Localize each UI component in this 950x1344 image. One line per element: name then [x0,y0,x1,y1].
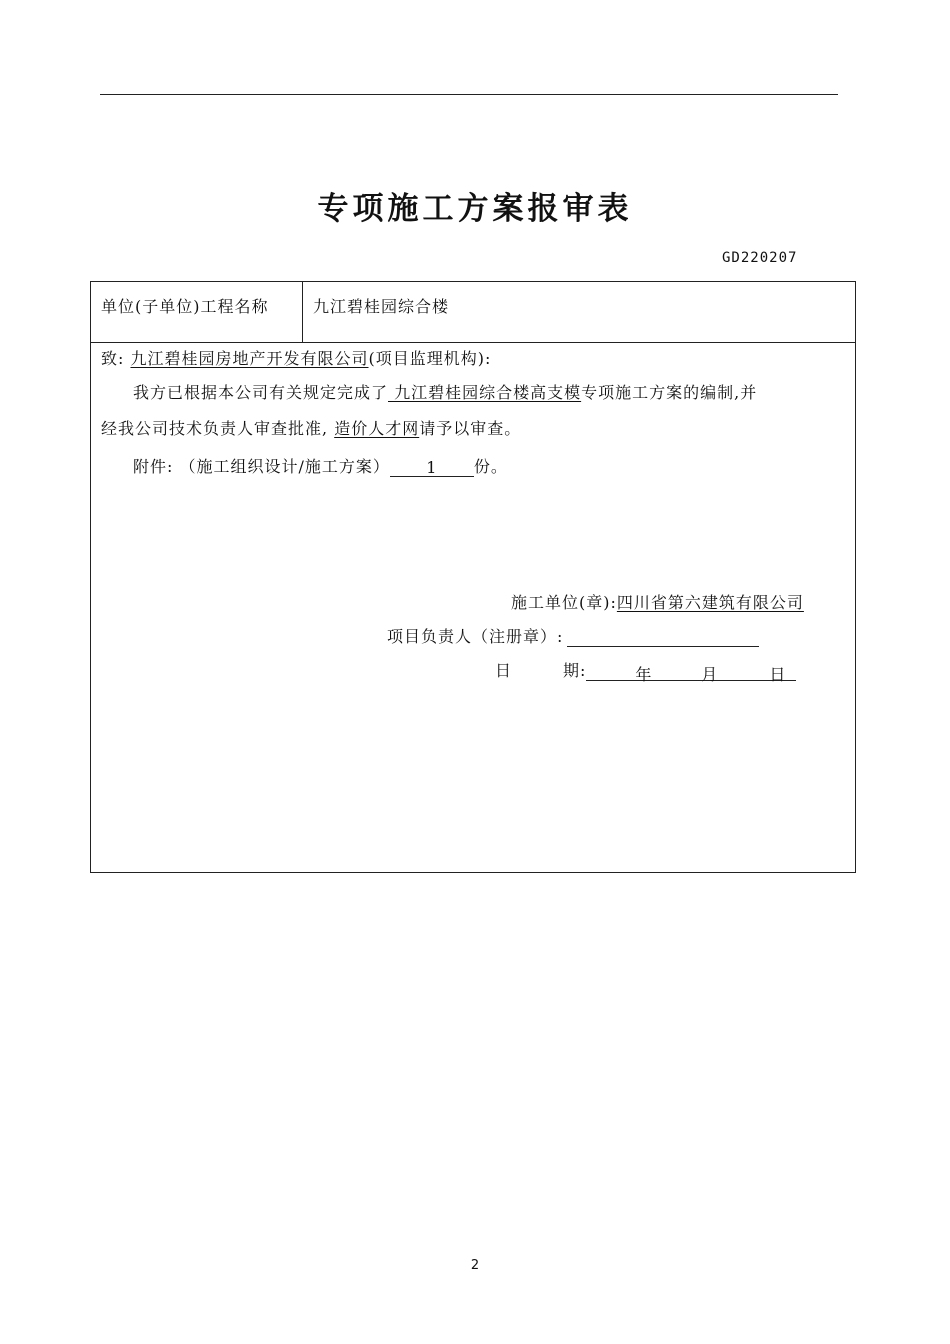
addressee-suffix: (项目监理机构): [368,349,492,368]
date-label: 日 期: [495,661,587,680]
project-label-cell [91,282,303,342]
page-title: 专项施工方案报审表 [317,191,633,227]
body-text-1: 我方已根据本公司有关规定完成了 [133,383,389,402]
body-text-2: 专项施工方案的编制,并 [581,383,758,402]
attachment-count: 1 [390,458,474,477]
watermark-text: 造价人才网 [334,419,420,438]
form-code: GD220207 [722,250,798,266]
attachment-line [133,454,508,477]
date-year: 年 [635,665,653,684]
body-line-2 [101,416,521,439]
body-line-1 [133,380,757,403]
project-row [91,282,855,343]
date-day: 日 [769,665,787,684]
addressee-line [101,346,491,369]
addressee-prefix: 致: [101,349,131,368]
contractor-name: 四川省第六建筑有限公司 [616,593,804,612]
plan-name: 九江碧桂园综合楼高支模 [388,383,582,402]
date-blank [586,662,796,684]
body-text-3: 经我公司技术负责人审查批准, [101,419,335,438]
page-number: 2 [470,1258,480,1273]
manager-label: 项目负责人（注册章）: [387,627,564,646]
project-name: 九江碧桂园综合楼 [313,297,450,316]
date-line [495,658,796,684]
attachment-label: 附件: （施工组织设计/施工方案） [133,457,390,476]
attachment-unit: 份。 [473,457,508,476]
addressee-company: 九江碧桂园房地产开发有限公司 [130,349,369,368]
contractor-label: 施工单位(章): [511,593,617,612]
header-rule [100,94,838,95]
project-label: 单位(子单位)工程名称 [101,297,269,316]
contractor-line [511,590,804,613]
approval-form-table [90,281,856,873]
body-text-4: 请予以审查。 [419,419,522,438]
manager-line [387,624,759,647]
date-month: 月 [701,665,719,684]
manager-signature-blank [567,628,759,647]
